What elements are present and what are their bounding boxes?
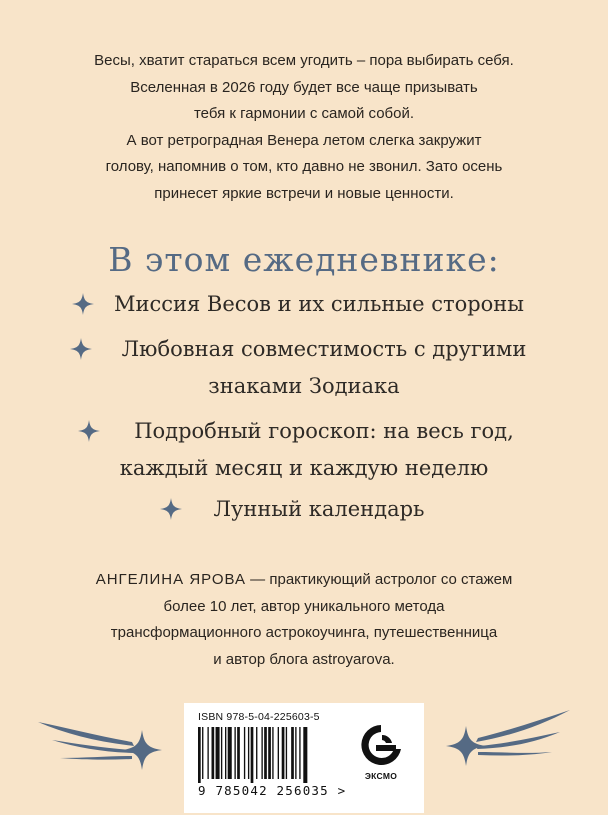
feature-line: каждый месяц и каждую неделю (119, 456, 489, 480)
comet-right-icon (440, 706, 570, 768)
publisher-logo (346, 721, 416, 803)
barcode-digits: 9 785042 256035 > (198, 783, 347, 798)
intro-line: А вот ретроградная Венера летом слегка закружит (126, 131, 482, 149)
intro-line: принесет яркие встречи и новые ценности. (154, 184, 454, 202)
feature-line: Подробный гороскоп: на весь год, (134, 419, 514, 443)
eksmo-logo-icon (346, 721, 416, 771)
feature-item (0, 491, 608, 528)
author-bio-text: — практикующий астролог со стажем (246, 571, 513, 588)
feature-line: Любовная совместимость с другими (121, 337, 527, 361)
author-line: более 10 лет, автор уникального метода (163, 597, 445, 615)
intro-line: Весы, хватит стараться всем угодить – пора выбирать себя. (94, 52, 514, 69)
intro-text (20, 48, 588, 207)
features-heading: В этом ежедневнике: (108, 240, 500, 279)
barcode-panel (184, 703, 424, 813)
author-bio (20, 567, 588, 673)
intro-line: Вселенная в 2026 году будет все чаще призывать (130, 78, 478, 96)
feature-line: Миссия Весов и их сильные стороны (113, 292, 525, 316)
author-line (20, 567, 588, 594)
isbn-label: ISBN 978-5-04-225603-5 (198, 711, 320, 723)
intro-line: голову, напомнив о том, кто давно не звонил. Зато осень (105, 158, 503, 175)
intro-line: тебя к гармонии с самой собой. (193, 105, 415, 122)
feature-item (0, 413, 608, 487)
publisher-logo-label: ЭКСМО (364, 771, 398, 781)
feature-item (0, 286, 608, 323)
feature-item (0, 331, 608, 405)
barcode-icon (198, 727, 343, 783)
author-name: АНГЕЛИНА ЯРОВА (95, 571, 247, 588)
author-line: и автор блога astroyarova. (213, 650, 395, 668)
author-line: трансформационного астрокоучинга, путешественница (110, 624, 498, 641)
feature-line: знаками Зодиака (208, 374, 400, 398)
comet-left-icon (38, 712, 168, 774)
feature-line: Лунный календарь (213, 497, 425, 521)
